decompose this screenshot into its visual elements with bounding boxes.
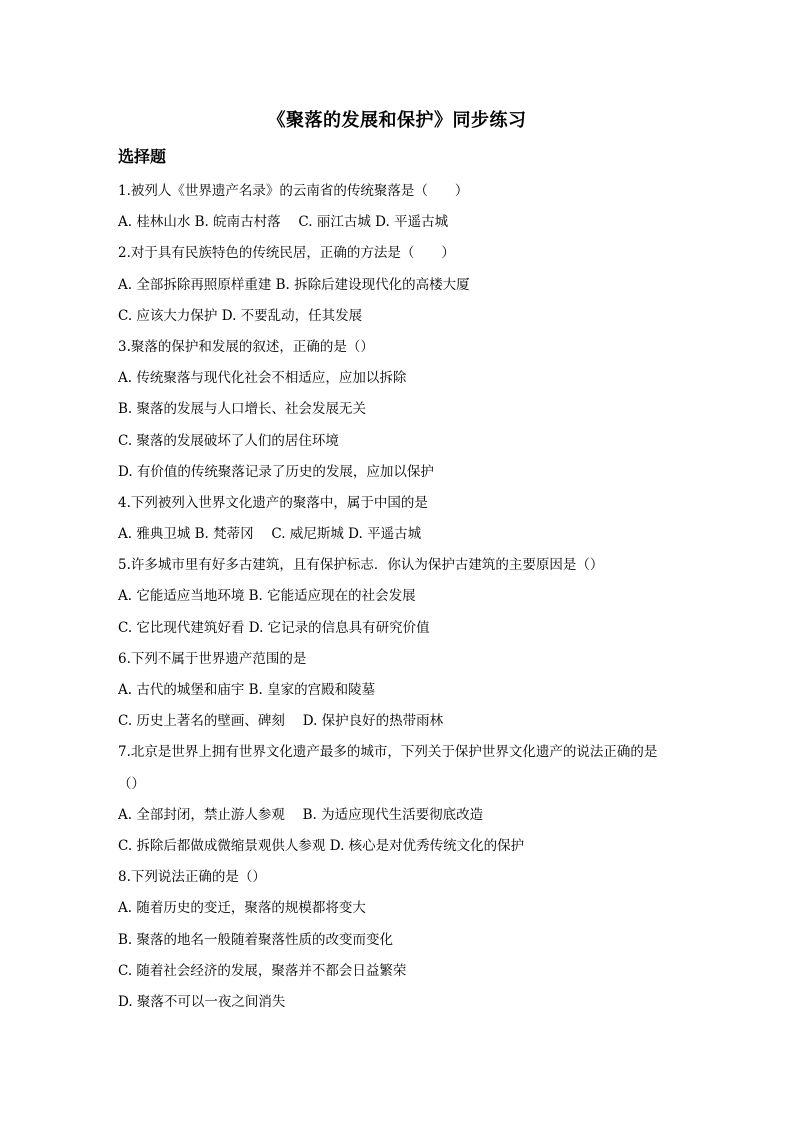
question-8: 8.下列说法正确的是（） — [118, 869, 266, 886]
question-3: 3.聚落的保护和发展的叙述，正确的是（） — [118, 338, 374, 355]
question-7-options-cd: C. 拆除后都做成微缩景观供人参观 D. 核心是对优秀传统文化的保护 — [118, 837, 525, 854]
question-8-option-b: B. 聚落的地名一般随着聚落性质的改变而变化 — [118, 931, 394, 948]
question-6-options-ab: A. 古代的城堡和庙宇 B. 皇家的宫殿和陵墓 — [118, 682, 376, 698]
question-4: 4.下列被列入世界文化遗产的聚落中，属于中国的是 — [118, 494, 428, 511]
question-3-option-b: B. 聚落的发展与人口增长、社会发展无关 — [118, 401, 367, 418]
question-7-continuation: （） — [118, 775, 145, 792]
question-1-options: A. 桂林山水 B. 皖南古村落 C. 丽江古城 D. 平遥古城 — [118, 214, 449, 231]
question-6-options-cd: C. 历史上著名的壁画、碑刻 D. 保护良好的热带雨林 — [118, 713, 444, 730]
question-5: 5.许多城市里有好多古建筑，且有保护标志．你认为保护古建筑的主要原因是（） — [118, 557, 604, 574]
document-title: 《聚落的发展和保护》同步练习 — [267, 110, 527, 131]
question-8-option-c: C. 随着社会经济的发展，聚落并不都会日益繁荣 — [118, 962, 407, 979]
question-5-options-ab: A. 它能适应当地环境 B. 它能适应现在的社会发展 — [118, 588, 416, 605]
question-list — [118, 176, 688, 1018]
section-heading: 选择题 — [118, 147, 167, 166]
question-2: 2.对于具有民族特色的传统民居，正确的方法是（ ） — [118, 245, 455, 262]
question-5-options-cd: C. 它比现代建筑好看 D. 它记录的信息具有研究价值 — [118, 619, 430, 636]
question-8-option-d: D. 聚落不可以一夜之间消失 — [118, 993, 286, 1010]
question-7: 7.北京是世界上拥有世界文化遗产最多的城市，下列关于保护世界文化遗产的说法正确的是 — [118, 744, 658, 761]
question-8-option-a: A. 随着历史的变迁，聚落的规模都将变大 — [118, 900, 366, 917]
question-1: 1.被列人《世界遗产名录》的云南省的传统聚落是（ ） — [118, 183, 469, 199]
question-2-options-ab: A. 全部拆除再照原样重建 B. 拆除后建设现代化的高楼大厦 — [118, 276, 470, 293]
question-3-option-c: C. 聚落的发展破坏了人们的居住环境 — [118, 432, 339, 449]
question-3-option-a: A. 传统聚落与现代化社会不相适应，应加以拆除 — [118, 370, 407, 387]
question-4-options: A. 雅典卫城 B. 梵蒂冈 C. 威尼斯城 D. 平遥古城 — [118, 526, 422, 543]
question-7-options-ab: A. 全部封闭，禁止游人参观 B. 为适应现代生活要彻底改造 — [118, 806, 484, 823]
question-2-options-cd: C. 应该大力保护 D. 不要乱动，任其发展 — [118, 307, 363, 324]
question-3-option-d: D. 有价值的传统聚落记录了历史的发展，应加以保护 — [118, 463, 434, 480]
question-6: 6.下列不属于世界遗产范围的是 — [118, 650, 307, 667]
